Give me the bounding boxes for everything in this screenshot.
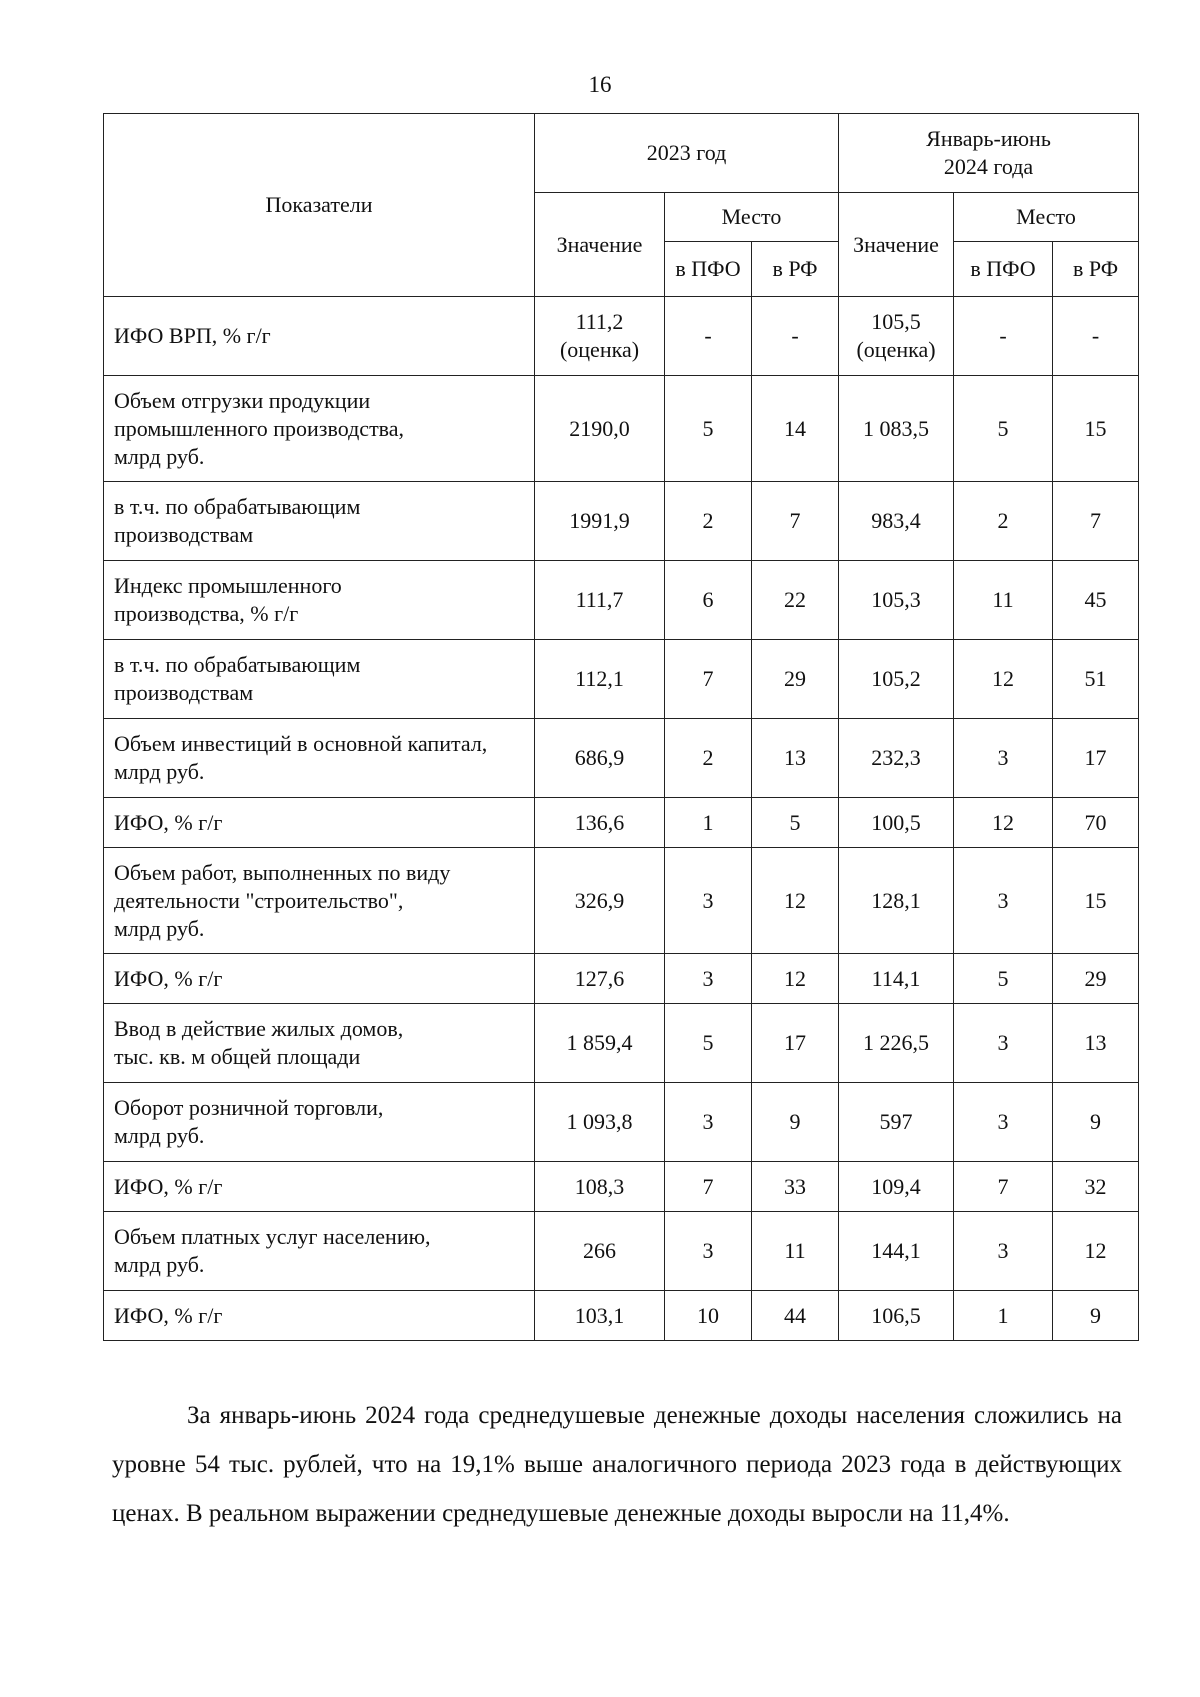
place-pfo-2024: 7 <box>954 1162 1053 1212</box>
place-pfo-2023: - <box>665 297 752 376</box>
place-rf-2023: 22 <box>752 561 839 640</box>
row-label: Объем платных услуг населению, млрд руб. <box>104 1212 535 1291</box>
header-pfo-2023: в ПФО <box>665 242 752 297</box>
value-2024: 1 083,5 <box>839 376 954 482</box>
header-value-2023: Значение <box>535 193 665 297</box>
table-row <box>104 1291 1139 1341</box>
value-2024: 232,3 <box>839 719 954 798</box>
table-header <box>104 114 1139 297</box>
header-indicators: Показатели <box>104 114 535 297</box>
value-2024: 109,4 <box>839 1162 954 1212</box>
value-2024: 597 <box>839 1083 954 1162</box>
value-2023: 108,3 <box>535 1162 665 1212</box>
table-row <box>104 848 1139 954</box>
place-pfo-2024: 1 <box>954 1291 1053 1341</box>
place-pfo-2024: 11 <box>954 561 1053 640</box>
place-pfo-2024: 3 <box>954 1083 1053 1162</box>
place-rf-2023: 9 <box>752 1083 839 1162</box>
place-rf-2024: 9 <box>1053 1291 1139 1341</box>
row-label: Индекс промышленного производства, % г/г <box>104 561 535 640</box>
place-rf-2024: 15 <box>1053 376 1139 482</box>
value-2023: 686,9 <box>535 719 665 798</box>
place-pfo-2023: 3 <box>665 848 752 954</box>
place-pfo-2023: 2 <box>665 719 752 798</box>
table-row <box>104 640 1139 719</box>
place-rf-2024: 29 <box>1053 954 1139 1004</box>
value-2024: 1 226,5 <box>839 1004 954 1083</box>
table-row <box>104 1162 1139 1212</box>
row-label: Объем отгрузки продукции промышленного производства, млрд руб. <box>104 376 535 482</box>
header-period-2023: 2023 год <box>535 114 839 193</box>
row-label: ИФО ВРП, % г/г <box>104 297 535 376</box>
place-rf-2023: 14 <box>752 376 839 482</box>
place-pfo-2024: 5 <box>954 376 1053 482</box>
value-2024: 105,5 (оценка) <box>839 297 954 376</box>
place-rf-2024: 15 <box>1053 848 1139 954</box>
value-2024: 100,5 <box>839 798 954 848</box>
place-pfo-2024: 3 <box>954 1004 1053 1083</box>
table-row <box>104 561 1139 640</box>
row-label: ИФО, % г/г <box>104 1162 535 1212</box>
place-rf-2023: 29 <box>752 640 839 719</box>
place-pfo-2023: 5 <box>665 1004 752 1083</box>
header-pfo-2024: в ПФО <box>954 242 1053 297</box>
place-pfo-2023: 7 <box>665 1162 752 1212</box>
place-pfo-2023: 5 <box>665 376 752 482</box>
value-2024: 106,5 <box>839 1291 954 1341</box>
value-2023: 136,6 <box>535 798 665 848</box>
value-2024: 128,1 <box>839 848 954 954</box>
header-value-2024: Значение <box>839 193 954 297</box>
value-2024: 144,1 <box>839 1212 954 1291</box>
table-row <box>104 1212 1139 1291</box>
value-2023: 1991,9 <box>535 482 665 561</box>
place-rf-2024: 12 <box>1053 1212 1139 1291</box>
header-rf-2024: в РФ <box>1053 242 1139 297</box>
value-2023: 266 <box>535 1212 665 1291</box>
place-pfo-2023: 1 <box>665 798 752 848</box>
row-label: ИФО, % г/г <box>104 954 535 1004</box>
value-2023: 2190,0 <box>535 376 665 482</box>
place-pfo-2024: 3 <box>954 719 1053 798</box>
row-label: в т.ч. по обрабатывающим производствам <box>104 482 535 561</box>
place-rf-2024: 32 <box>1053 1162 1139 1212</box>
table-row <box>104 954 1139 1004</box>
place-rf-2024: 51 <box>1053 640 1139 719</box>
value-2024: 114,1 <box>839 954 954 1004</box>
place-rf-2023: 44 <box>752 1291 839 1341</box>
place-pfo-2023: 3 <box>665 1083 752 1162</box>
value-2024: 105,2 <box>839 640 954 719</box>
table-row <box>104 798 1139 848</box>
table-body <box>104 297 1139 1341</box>
value-2023: 103,1 <box>535 1291 665 1341</box>
table-row <box>104 297 1139 376</box>
place-rf-2024: - <box>1053 297 1139 376</box>
row-label: Оборот розничной торговли, млрд руб. <box>104 1083 535 1162</box>
place-rf-2024: 70 <box>1053 798 1139 848</box>
place-rf-2024: 9 <box>1053 1083 1139 1162</box>
row-label: ИФО, % г/г <box>104 798 535 848</box>
row-label: ИФО, % г/г <box>104 1291 535 1341</box>
place-pfo-2023: 3 <box>665 1212 752 1291</box>
value-2023: 1 093,8 <box>535 1083 665 1162</box>
table-row <box>104 1083 1139 1162</box>
place-rf-2023: 11 <box>752 1212 839 1291</box>
place-rf-2023: 12 <box>752 954 839 1004</box>
place-rf-2023: 5 <box>752 798 839 848</box>
value-2023: 127,6 <box>535 954 665 1004</box>
body-paragraph: За январь-июнь 2024 года среднедушевые денежные доходы населения сложились на уровне 54 тыс. рублей, что на 19,1% выше аналогичного периода 2023 года в действующих ценах. В реальном выражении среднедушевые денежные доходы выросли на 11,4%. <box>112 1402 1122 1527</box>
place-pfo-2023: 6 <box>665 561 752 640</box>
place-pfo-2023: 3 <box>665 954 752 1004</box>
place-pfo-2024: 12 <box>954 640 1053 719</box>
table-row <box>104 376 1139 482</box>
page-number: 16 <box>588 72 612 97</box>
place-pfo-2023: 10 <box>665 1291 752 1341</box>
value-2024: 983,4 <box>839 482 954 561</box>
place-pfo-2024: 3 <box>954 848 1053 954</box>
header-period-2024: Январь-июнь 2024 года <box>839 114 1139 193</box>
value-2023: 326,9 <box>535 848 665 954</box>
value-2023: 111,7 <box>535 561 665 640</box>
table-row <box>104 1004 1139 1083</box>
table-row <box>104 482 1139 561</box>
place-pfo-2023: 2 <box>665 482 752 561</box>
place-pfo-2024: - <box>954 297 1053 376</box>
header-rf-2023: в РФ <box>752 242 839 297</box>
place-rf-2023: 17 <box>752 1004 839 1083</box>
place-rf-2024: 45 <box>1053 561 1139 640</box>
place-rf-2023: 13 <box>752 719 839 798</box>
row-label: в т.ч. по обрабатывающим производствам <box>104 640 535 719</box>
value-2023: 111,2 (оценка) <box>535 297 665 376</box>
place-rf-2023: 33 <box>752 1162 839 1212</box>
header-place-2024: Место <box>954 193 1139 242</box>
value-2023: 1 859,4 <box>535 1004 665 1083</box>
header-place-2023: Место <box>665 193 839 242</box>
place-pfo-2024: 3 <box>954 1212 1053 1291</box>
row-label: Ввод в действие жилых домов, тыс. кв. м общей площади <box>104 1004 535 1083</box>
place-rf-2024: 17 <box>1053 719 1139 798</box>
place-rf-2023: - <box>752 297 839 376</box>
place-rf-2024: 7 <box>1053 482 1139 561</box>
indicators-table <box>103 113 1139 1341</box>
place-pfo-2024: 5 <box>954 954 1053 1004</box>
place-rf-2023: 12 <box>752 848 839 954</box>
value-2024: 105,3 <box>839 561 954 640</box>
table-row <box>104 719 1139 798</box>
place-pfo-2024: 2 <box>954 482 1053 561</box>
place-pfo-2024: 12 <box>954 798 1053 848</box>
place-rf-2024: 13 <box>1053 1004 1139 1083</box>
value-2023: 112,1 <box>535 640 665 719</box>
row-label: Объем работ, выполненных по виду деятельности "строительство", млрд руб. <box>104 848 535 954</box>
place-pfo-2023: 7 <box>665 640 752 719</box>
place-rf-2023: 7 <box>752 482 839 561</box>
row-label: Объем инвестиций в основной капитал, млрд руб. <box>104 719 535 798</box>
